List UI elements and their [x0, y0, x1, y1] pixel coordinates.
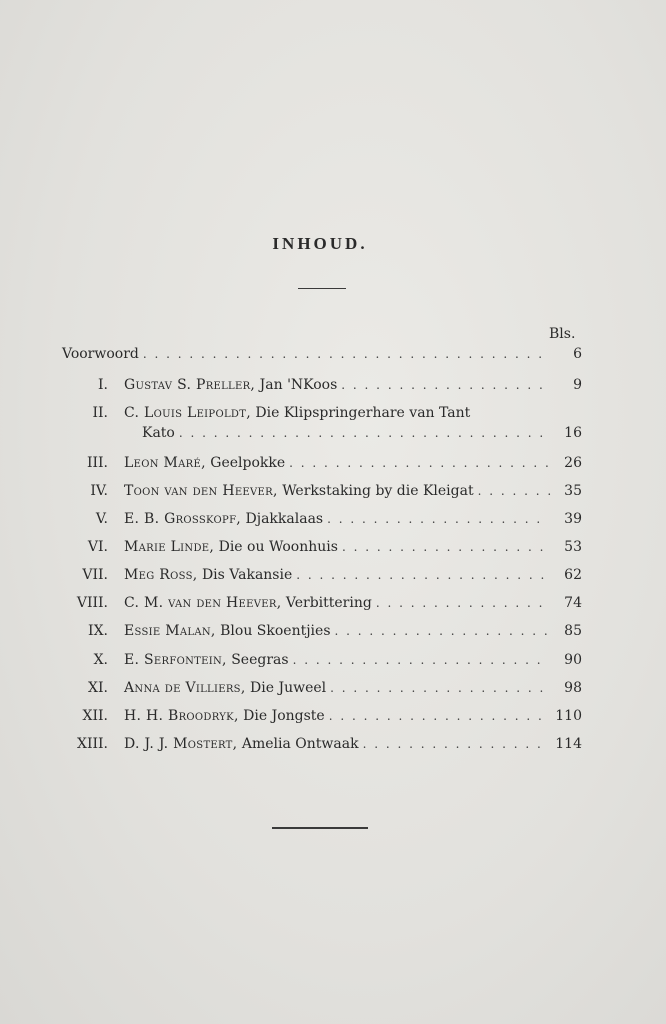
entry-page-number: 98	[564, 680, 582, 696]
entry-author: Essie Malan,	[124, 623, 216, 639]
chapter-numeral: X.	[93, 652, 108, 668]
entry-title: Verbittering	[285, 595, 372, 611]
chapter-numeral: V.	[95, 511, 108, 527]
leader-dots	[289, 453, 548, 473]
entry-page-number: 26	[564, 455, 582, 471]
entry-title: Seegras	[231, 652, 289, 668]
chapter-numeral: IX.	[88, 623, 108, 639]
entry-title: Die Klipspringerhare van Tant	[255, 405, 471, 421]
leader-dots	[329, 706, 548, 726]
entry-author: C. M. van den Heever,	[124, 595, 282, 611]
entry-author: Marie Linde,	[124, 539, 215, 555]
entry-author: Gustav S. Preller,	[124, 377, 256, 393]
entry-page-number: 35	[564, 483, 582, 499]
entry-title: Geelpokke	[210, 455, 286, 471]
entry-title: Djakkalaas	[245, 511, 324, 527]
entry-author: D. J. J. Mostert,	[124, 736, 238, 752]
page-column-header: Bls.	[549, 326, 576, 342]
entry-page-number: 90	[564, 652, 582, 668]
entry-page-number: 53	[564, 539, 582, 555]
entry-page-number: 39	[564, 511, 582, 527]
leader-dots	[478, 481, 552, 501]
entry-title: Voorwoord	[62, 346, 139, 362]
leader-dots	[179, 423, 548, 443]
leader-dots	[342, 537, 548, 557]
chapter-numeral: IV.	[90, 483, 108, 499]
entry-title: Jan 'NKoos	[259, 377, 338, 393]
entry-author: E. B. Grosskopf,	[124, 511, 242, 527]
entry-title: Die Jongste	[243, 708, 325, 724]
entry-page-number: 6	[573, 346, 582, 362]
entry-title: Amelia Ontwaak	[241, 736, 359, 752]
leader-dots	[143, 344, 548, 364]
entry-title: Die ou Woonhuis	[218, 539, 338, 555]
chapter-numeral: VI.	[87, 539, 108, 555]
leader-dots	[335, 621, 548, 641]
page-title: INHOUD.	[272, 234, 368, 253]
chapter-numeral: XIII.	[76, 736, 108, 752]
entry-author: E. Serfontein,	[124, 652, 227, 668]
entry-page-number: 74	[564, 595, 582, 611]
entry-author: Leon Maré,	[124, 455, 206, 471]
entry-title: Werkstaking by die Kleigat	[282, 483, 474, 499]
chapter-numeral: II.	[92, 405, 108, 421]
entry-title: Die Juweel	[250, 680, 327, 696]
chapter-numeral: XII.	[82, 708, 108, 724]
leader-dots	[341, 375, 548, 395]
entry-author: Anna de Villiers,	[124, 680, 246, 696]
entry-title-continued: Kato	[142, 425, 175, 441]
leader-dots	[296, 565, 548, 585]
leader-dots	[330, 678, 548, 698]
title-rule	[298, 288, 346, 289]
entry-author: C. Louis Leipoldt,	[124, 405, 251, 421]
entry-page-number: 62	[564, 567, 582, 583]
chapter-numeral: III.	[86, 455, 108, 471]
entry-author: Meg Ross,	[124, 567, 198, 583]
leader-dots	[363, 734, 548, 754]
entry-page-number: 110	[555, 708, 582, 724]
entry-page-number: 9	[573, 377, 582, 393]
entry-page-number: 85	[564, 623, 582, 639]
chapter-numeral: VII.	[82, 567, 108, 583]
entry-page-number: 114	[555, 736, 582, 752]
entry-title: Blou Skoentjies	[220, 623, 331, 639]
chapter-numeral: XI.	[88, 680, 108, 696]
chapter-numeral: I.	[98, 377, 108, 393]
leader-dots	[376, 593, 548, 613]
end-rule	[272, 827, 368, 829]
leader-dots	[293, 650, 548, 670]
entry-page-number: 16	[564, 425, 582, 441]
entry-title: Dis Vakansie	[201, 567, 293, 583]
leader-dots	[327, 509, 548, 529]
chapter-numeral: VIII.	[76, 595, 108, 611]
entry-author: H. H. Broodryk,	[124, 708, 239, 724]
entry-author: Toon van den Heever,	[124, 483, 278, 499]
